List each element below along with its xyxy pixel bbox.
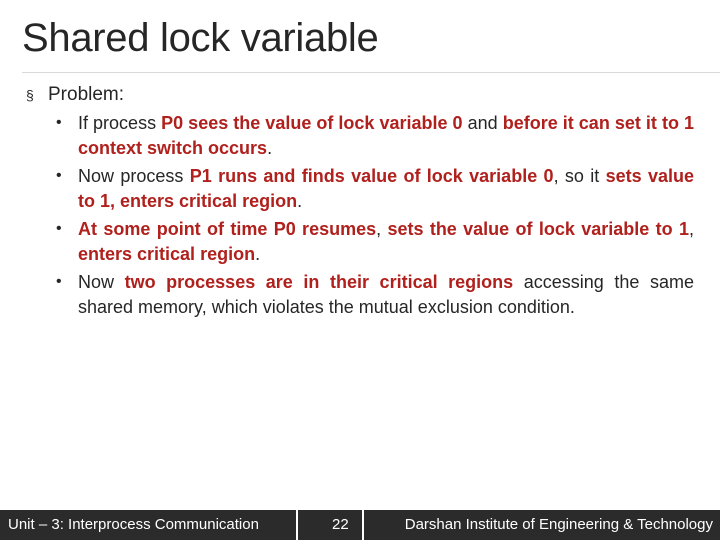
text-run: If process: [78, 113, 162, 133]
problem-heading: Problem:: [48, 84, 125, 105]
title-divider: [22, 72, 720, 73]
emphasized-text: before it can set it to 1 context switch occurs: [78, 113, 694, 158]
text-run: .: [297, 190, 303, 211]
slide-content: [22, 83, 694, 319]
footer-separator: [296, 510, 298, 540]
section-bullet-icon: §: [26, 87, 34, 103]
bullet-icon: •: [56, 220, 62, 237]
bullet-problem: [22, 83, 694, 107]
emphasized-text: sets value to 1, enters critical region: [78, 166, 695, 211]
sub-bullet-2: [22, 164, 694, 213]
footer-separator: [362, 510, 364, 540]
bullet-icon: •: [56, 167, 62, 184]
emphasized-text: At some point of time P0 resumes: [78, 219, 377, 239]
sub-bullet-text: [78, 219, 694, 264]
text-run: , so it: [553, 166, 606, 186]
emphasized-text: P1 runs and finds value of lock variable 0: [189, 166, 554, 186]
emphasized-text: sets the value of lock variable to 1: [387, 219, 689, 239]
footer-unit-title: Unit – 3: Interprocess Communication: [8, 516, 259, 533]
text-run: ,: [688, 219, 694, 239]
sub-bullet-text: [78, 272, 694, 317]
text-run: and: [462, 113, 503, 133]
emphasized-text: enters critical region: [78, 243, 256, 264]
bullet-icon: •: [56, 273, 62, 290]
sub-bullet-4: [22, 270, 694, 319]
bullet-icon: •: [56, 114, 62, 131]
emphasized-text: P0 sees the value of lock variable 0: [161, 113, 463, 133]
text-run: Now: [78, 272, 125, 292]
text-run: Now process: [78, 166, 190, 186]
emphasized-text: two processes are in their critical regions: [124, 272, 514, 292]
sub-bullet-text: [78, 113, 694, 158]
footer-institute: Darshan Institute of Engineering & Technology: [404, 516, 713, 533]
sub-bullet-1: [22, 111, 694, 160]
text-run: .: [255, 243, 261, 264]
text-run: .: [267, 137, 273, 158]
sub-bullet-text: [78, 166, 694, 211]
footer-bar: [0, 510, 720, 540]
slide-title: Shared lock variable: [22, 16, 379, 60]
page-number: 22: [332, 516, 349, 533]
sub-bullet-3: [22, 217, 694, 266]
text-run: ,: [376, 219, 388, 239]
text-run: accessing the same shared memory, which violates the mutual exclusion condition.: [78, 272, 694, 317]
